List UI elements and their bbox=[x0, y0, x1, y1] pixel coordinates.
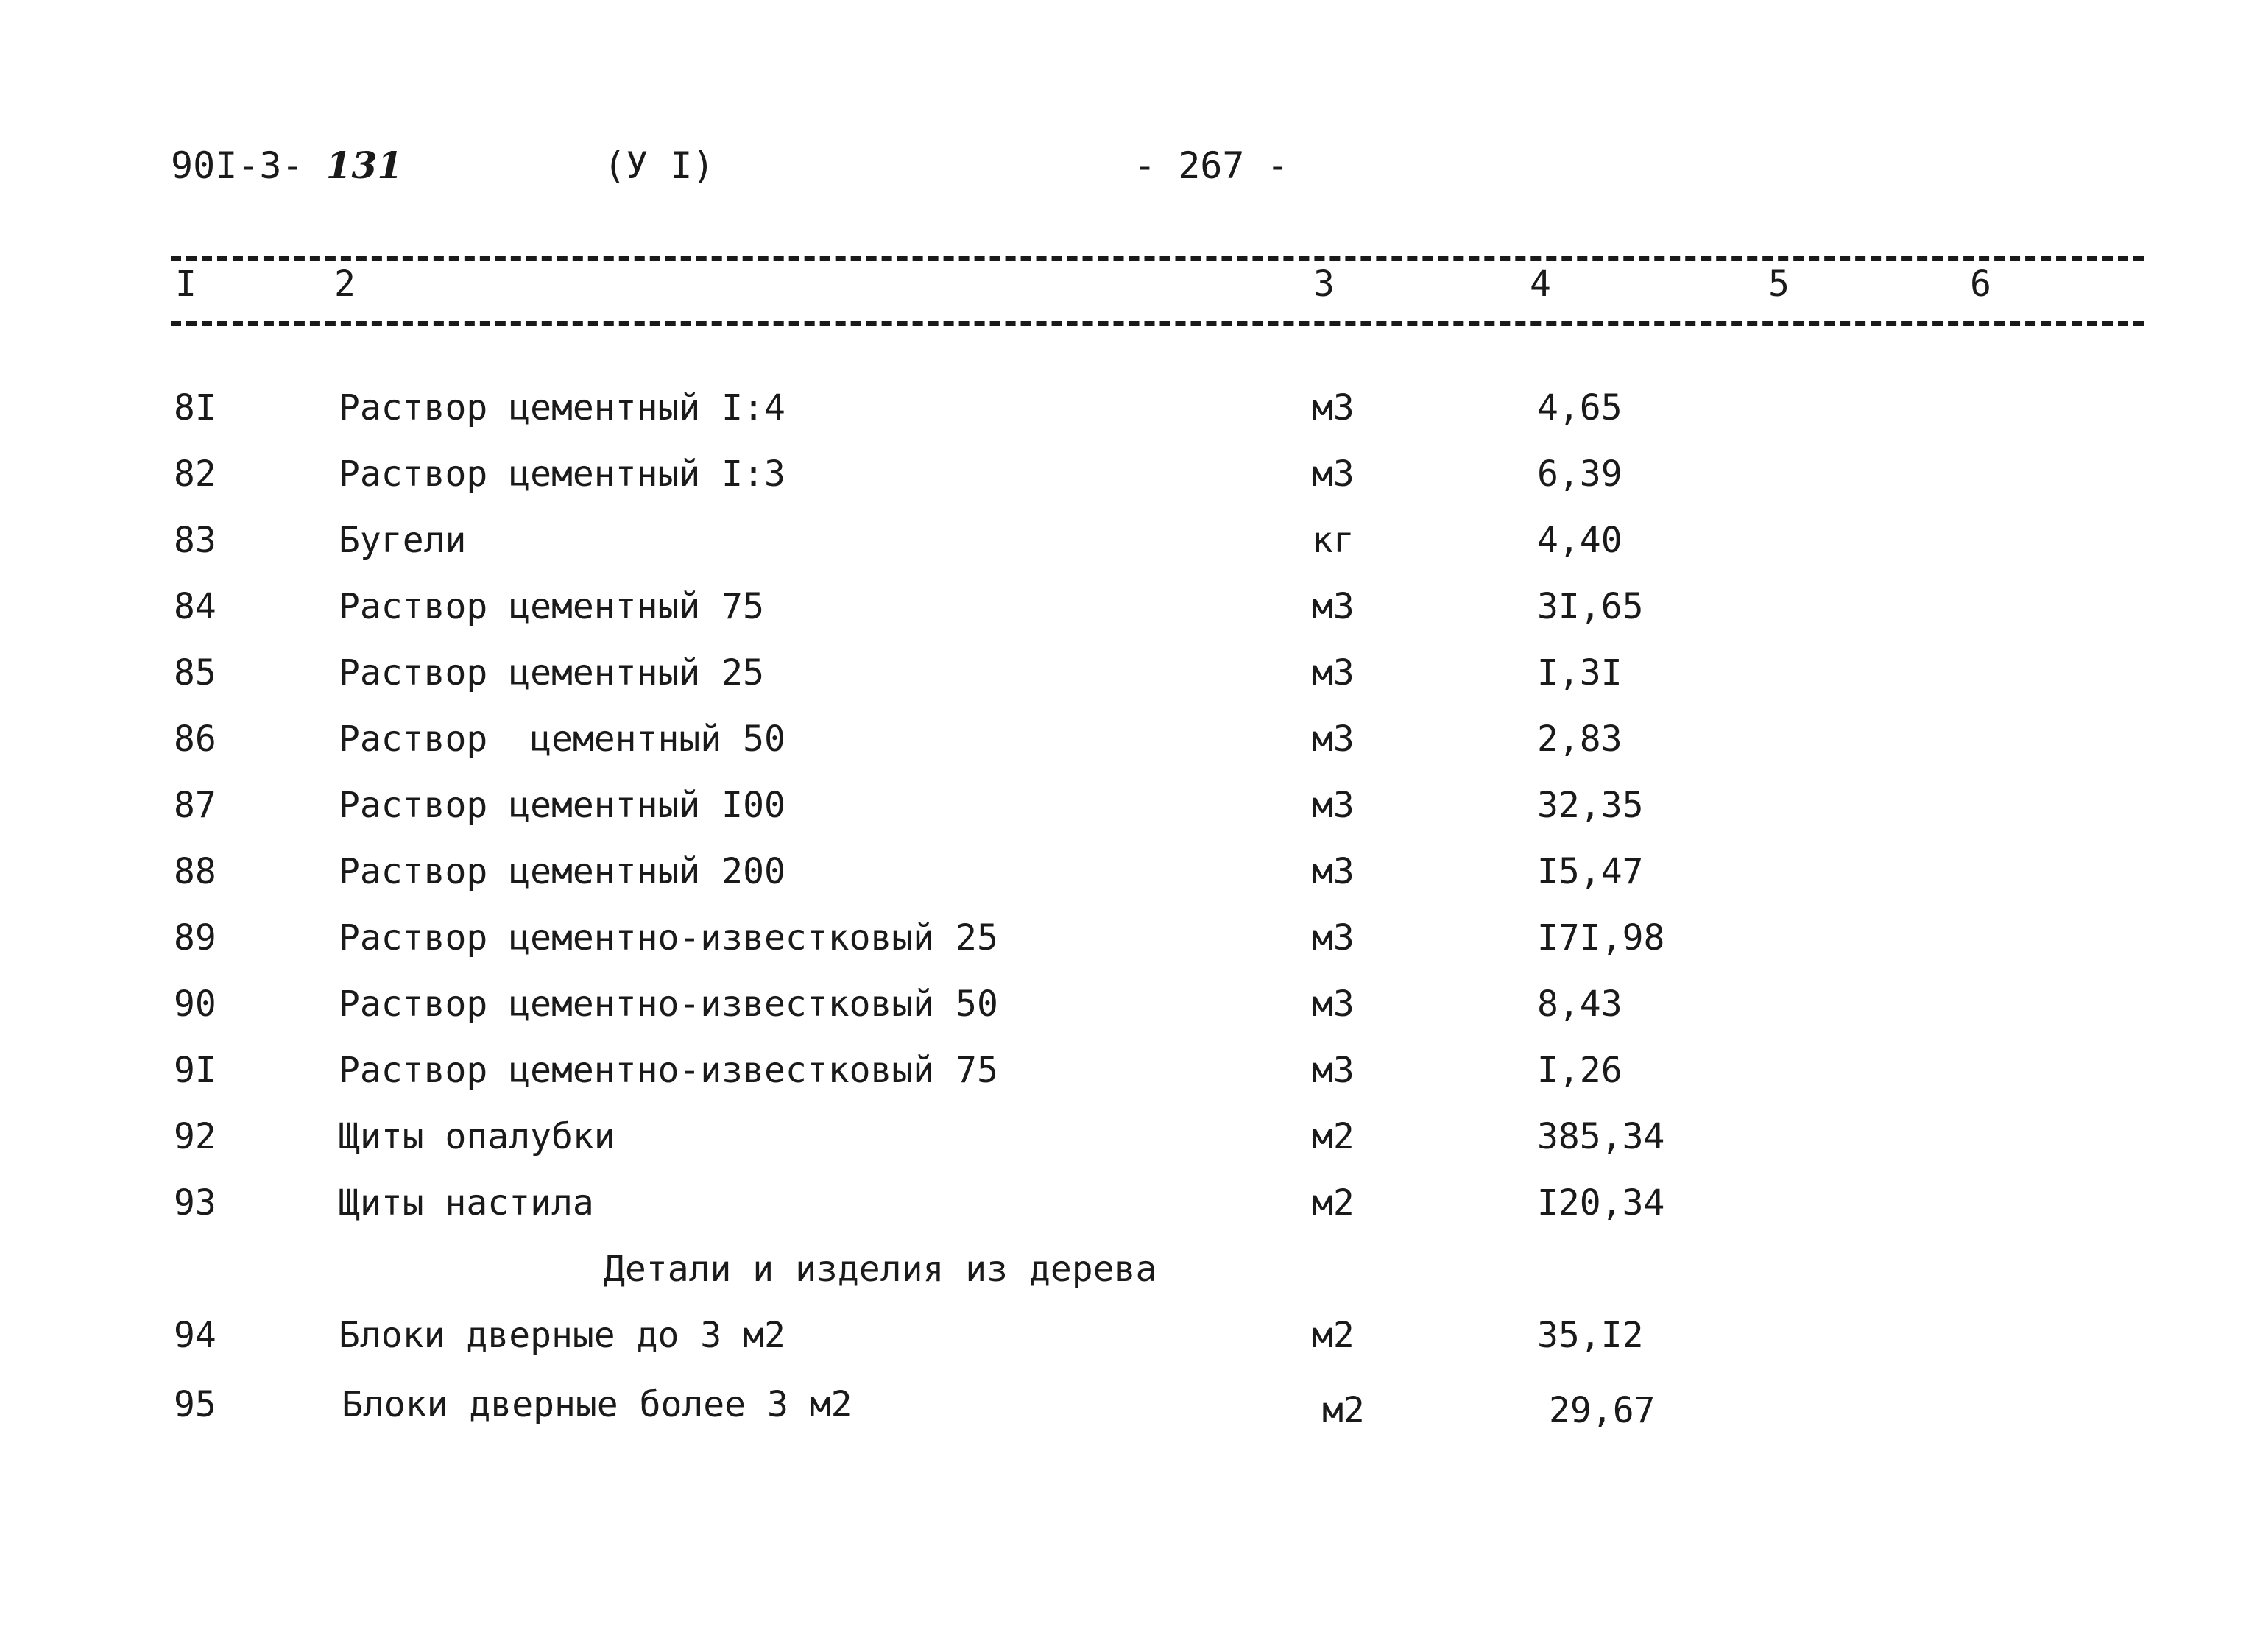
row-quantity: I20,34 bbox=[1537, 1182, 1665, 1224]
row-unit: м3 bbox=[1312, 719, 1355, 760]
row-quantity: 4,65 bbox=[1537, 387, 1622, 428]
row-quantity: I,26 bbox=[1537, 1050, 1622, 1091]
table-row bbox=[0, 586, 2260, 648]
row-quantity: 385,34 bbox=[1537, 1116, 1665, 1157]
row-unit: м3 bbox=[1312, 453, 1355, 495]
row-unit: м3 bbox=[1312, 586, 1355, 627]
row-name: Раствор цементный I00 bbox=[339, 785, 785, 826]
column-header-5: 5 bbox=[1768, 264, 1790, 305]
row-number: 94 bbox=[174, 1315, 216, 1356]
row-number: 95 bbox=[174, 1384, 216, 1425]
row-unit: м2 bbox=[1322, 1390, 1365, 1431]
row-name: Раствор цементный 200 bbox=[339, 851, 785, 892]
table-header-top-rule bbox=[171, 256, 2144, 261]
row-number: 85 bbox=[174, 652, 216, 693]
row-number: 90 bbox=[174, 984, 216, 1025]
column-header-2: 2 bbox=[334, 264, 356, 305]
row-number: 88 bbox=[174, 851, 216, 892]
row-unit: м2 bbox=[1312, 1182, 1355, 1224]
row-unit: м3 bbox=[1312, 984, 1355, 1025]
row-name: Раствор цементный 25 bbox=[339, 652, 764, 693]
table-row bbox=[0, 387, 2260, 449]
row-number: 83 bbox=[174, 520, 216, 561]
row-number: 86 bbox=[174, 719, 216, 760]
table-row bbox=[0, 1050, 2260, 1112]
table-row bbox=[0, 1116, 2260, 1178]
column-header-3: 3 bbox=[1313, 264, 1335, 305]
row-unit: кг bbox=[1312, 520, 1355, 561]
row-unit: м2 bbox=[1312, 1315, 1355, 1356]
row-number: 84 bbox=[174, 586, 216, 627]
row-quantity: 35,I2 bbox=[1537, 1315, 1644, 1356]
table-row bbox=[0, 1315, 2260, 1377]
table-row bbox=[0, 721, 2260, 780]
row-unit: м3 bbox=[1312, 1050, 1355, 1091]
row-unit: м3 bbox=[1312, 652, 1355, 693]
table-row bbox=[0, 1182, 2260, 1244]
column-header-1: I bbox=[175, 264, 197, 305]
document-code-prefix: 90I-3- bbox=[171, 144, 304, 187]
row-name: Щиты настила bbox=[339, 1182, 594, 1224]
row-number: 87 bbox=[174, 785, 216, 826]
row-name: Блоки дверные до 3 м2 bbox=[339, 1315, 785, 1356]
row-quantity: 2,83 bbox=[1537, 719, 1622, 760]
table-row bbox=[0, 851, 2260, 913]
row-name: Щиты опалубки bbox=[339, 1116, 615, 1157]
row-name: Раствор цементный I:4 bbox=[339, 387, 785, 428]
row-quantity: 29,67 bbox=[1549, 1390, 1656, 1431]
row-name: Раствор цементно-известковый 50 bbox=[339, 984, 998, 1025]
row-unit: м3 bbox=[1312, 851, 1355, 892]
row-quantity: I,3I bbox=[1537, 652, 1622, 693]
row-quantity: 32,35 bbox=[1537, 785, 1644, 826]
row-unit: м3 bbox=[1312, 387, 1355, 428]
table-row bbox=[0, 1384, 2260, 1446]
row-name: Раствор цементный I:3 bbox=[339, 453, 785, 495]
page-number: - 267 - bbox=[1134, 144, 1289, 187]
row-quantity: I5,47 bbox=[1537, 851, 1644, 892]
row-unit: м2 bbox=[1312, 1116, 1355, 1157]
row-quantity: 3I,65 bbox=[1537, 586, 1644, 627]
row-name: Бугели bbox=[339, 520, 467, 561]
document-code bbox=[171, 144, 403, 187]
row-name: Раствор цементный 50 bbox=[339, 719, 785, 760]
column-header-4: 4 bbox=[1530, 264, 1551, 305]
document-section: (У I) bbox=[604, 144, 715, 187]
table-row bbox=[0, 652, 2260, 714]
row-number: 8I bbox=[174, 387, 216, 428]
row-name: Раствор цементно-известковый 75 bbox=[339, 1050, 998, 1091]
row-quantity: I7I,98 bbox=[1537, 917, 1665, 959]
row-name: Раствор цементный 75 bbox=[339, 586, 764, 627]
table-row bbox=[0, 785, 2260, 847]
row-number: 92 bbox=[174, 1116, 216, 1157]
row-number: 89 bbox=[174, 917, 216, 959]
row-unit: м3 bbox=[1312, 917, 1355, 959]
row-quantity: 8,43 bbox=[1537, 984, 1622, 1025]
row-unit: м3 bbox=[1312, 785, 1355, 826]
section-heading: Детали и изделия из дерева bbox=[604, 1249, 1157, 1290]
row-name: Блоки дверные более 3 м2 bbox=[342, 1384, 852, 1425]
table-row bbox=[0, 917, 2260, 979]
row-quantity: 4,40 bbox=[1537, 520, 1622, 561]
row-number: 82 bbox=[174, 453, 216, 495]
table-row bbox=[0, 986, 2260, 1045]
column-header-6: 6 bbox=[1970, 264, 1991, 305]
document-code-handwritten: 131 bbox=[325, 144, 403, 187]
row-number: 9I bbox=[174, 1050, 216, 1091]
row-name: Раствор цементно-известковый 25 bbox=[339, 917, 998, 959]
table-header-bottom-rule bbox=[171, 321, 2144, 326]
table-row bbox=[0, 453, 2260, 515]
row-number: 93 bbox=[174, 1182, 216, 1224]
row-quantity: 6,39 bbox=[1537, 453, 1622, 495]
table-row bbox=[0, 520, 2260, 582]
